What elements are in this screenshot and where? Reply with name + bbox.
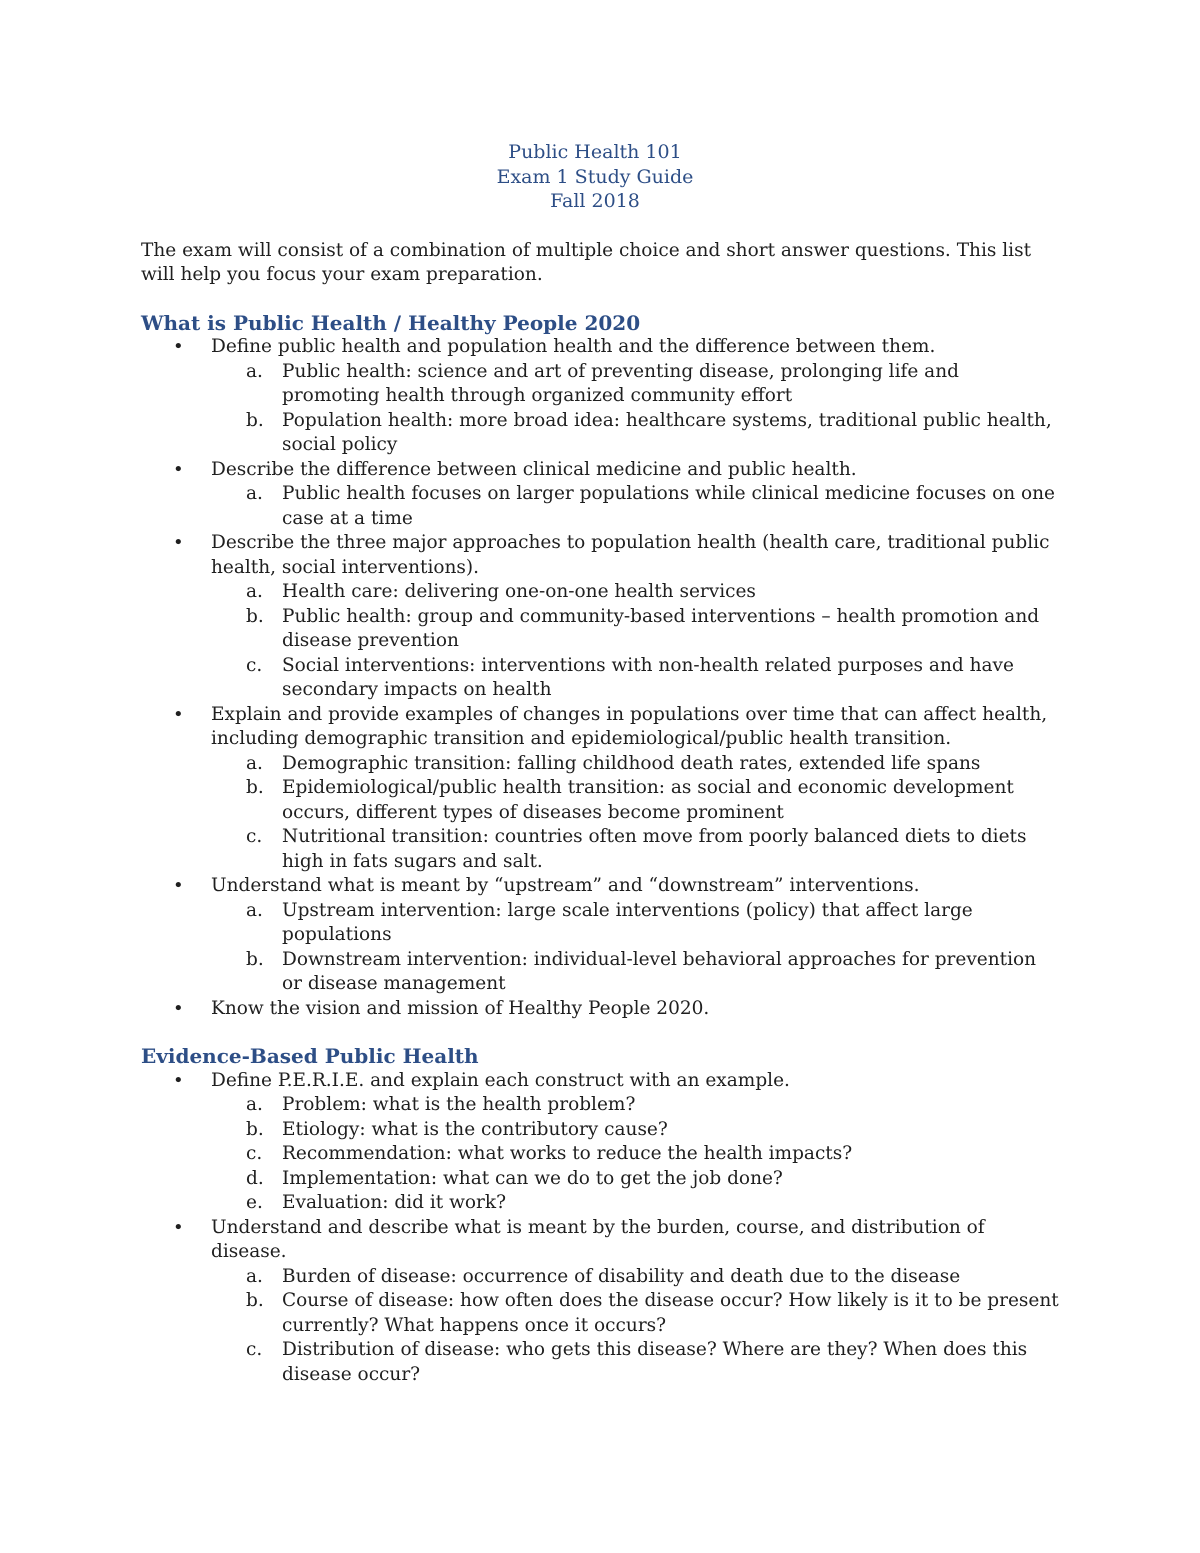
sub-list: [141, 1265, 1061, 1388]
topic-text: Understand what is meant by “upstream” and “downstream” interventions.: [211, 875, 920, 896]
sub-item-text: Health care: delivering one-on-one health services: [282, 581, 756, 602]
sub-item: [141, 1118, 1061, 1143]
sub-item-text: Recommendation: what works to reduce the health impacts?: [282, 1143, 853, 1164]
sub-list: [141, 482, 1061, 531]
bullet-icon: •: [173, 1216, 184, 1238]
term-title: Fall 2018: [550, 190, 640, 212]
topic-text: Define P.E.R.I.E. and explain each construct with an example.: [211, 1069, 790, 1091]
sub-item-marker: a.: [246, 1265, 263, 1287]
sub-item: [141, 1142, 1061, 1167]
intro-paragraph: The exam will consist of a combination of multiple choice and short answer questions. This list will help you focus your exam preparation.: [141, 239, 1032, 285]
sections-container: [141, 311, 1061, 1388]
sub-item-marker: a.: [246, 1094, 263, 1115]
sub-item-marker: a.: [246, 360, 263, 382]
sub-item-text: Course of disease: how often does the disease occur? How likely is it to be present currently? What happens once it occurs?: [282, 1290, 1059, 1336]
bullet-icon: •: [173, 1069, 184, 1091]
sub-item-text: Etiology: what is the contributory cause?: [282, 1118, 668, 1140]
sub-item-marker: a.: [246, 899, 263, 921]
sub-item-text: Epidemiological/public health transition: as social and economic development occurs, different types of diseases become prominent: [282, 777, 1014, 823]
sub-item-marker: e.: [246, 1192, 263, 1213]
sub-item-text: Evaluation: did it work?: [282, 1192, 507, 1213]
sub-item-text: Public health: group and community-based interventions – health promotion and disease prevention: [282, 605, 1040, 651]
topic-item: [141, 874, 1061, 997]
sub-item: [141, 1265, 1061, 1290]
sub-item-text: Distribution of disease: who gets this disease? Where are they? When does this disease occur?: [282, 1339, 1028, 1385]
sub-item: [141, 899, 1061, 948]
sub-item: [141, 825, 1061, 874]
sub-item: [141, 605, 1061, 654]
sub-item-marker: b.: [246, 1290, 264, 1311]
topic-text: Explain and provide examples of changes in populations over time that can affect health, including demographic transition and epidemiological/public health transition.: [211, 703, 1048, 749]
sub-item: [141, 654, 1061, 703]
sub-item-text: Implementation: what can we do to get the job done?: [282, 1167, 783, 1189]
topic-list: [141, 1069, 1061, 1388]
section-heading: Evidence-Based Public Health: [141, 1044, 479, 1068]
sub-item-marker: a.: [246, 581, 263, 602]
sub-item-text: Public health: science and art of preventing disease, prolonging life and promoting health through organized community effort: [282, 360, 959, 406]
sub-list: [141, 752, 1061, 875]
bullet-icon: •: [173, 703, 184, 725]
topic-item: [141, 458, 1061, 532]
sub-item-text: Upstream intervention: large scale interventions (policy) that affect large populations: [282, 899, 973, 945]
sub-list: [141, 580, 1061, 703]
sub-item-marker: b.: [246, 409, 264, 431]
sub-item-marker: c.: [246, 826, 263, 847]
sub-item-marker: b.: [246, 605, 264, 627]
bullet-icon: •: [173, 458, 184, 480]
sub-item-marker: b.: [246, 1118, 264, 1140]
sub-list: [141, 1093, 1061, 1216]
bullet-icon: •: [173, 336, 184, 357]
sub-item: [141, 1338, 1061, 1387]
topic-item: [141, 531, 1061, 703]
sub-item: [141, 1191, 1061, 1216]
topic-item: [141, 997, 1061, 1022]
bullet-icon: •: [173, 532, 184, 553]
sub-item-marker: c.: [246, 654, 263, 676]
topic-text: Understand and describe what is meant by the burden, course, and distribution of disease.: [211, 1216, 985, 1262]
bullet-icon: •: [173, 997, 184, 1019]
sub-item: [141, 1093, 1061, 1118]
sub-item-text: Problem: what is the health problem?: [282, 1094, 636, 1115]
topic-item: [141, 1069, 1061, 1216]
sub-item: [141, 409, 1061, 458]
sub-item-text: Downstream intervention: individual-level behavioral approaches for prevention or disease management: [282, 948, 1037, 994]
sub-item-text: Burden of disease: occurrence of disability and death due to the disease: [282, 1265, 961, 1287]
sub-item-text: Social interventions: interventions with non-health related purposes and have secondary impacts on health: [282, 654, 1014, 700]
exam-title: Exam 1 Study Guide: [496, 165, 694, 188]
course-title: Public Health 101: [508, 141, 682, 163]
sub-item: [141, 752, 1061, 777]
sub-item-marker: a.: [246, 752, 263, 774]
topic-text: Know the vision and mission of Healthy People 2020.: [211, 997, 710, 1019]
sub-item-marker: c.: [246, 1339, 263, 1360]
sub-item-marker: b.: [246, 777, 264, 798]
topic-item: [141, 703, 1061, 875]
sub-item: [141, 948, 1061, 997]
sub-list: [141, 899, 1061, 997]
sub-item: [141, 1289, 1061, 1338]
topic-text: Define public health and population health and the difference between them.: [211, 336, 936, 357]
sub-item-marker: b.: [246, 948, 264, 970]
topic-text: Describe the three major approaches to population health (health care, traditional public health, social interventions).: [211, 532, 1050, 578]
sub-item: [141, 482, 1061, 531]
document-header: [129, 140, 1061, 214]
topic-list: [141, 335, 1061, 1021]
sub-item-marker: a.: [246, 483, 263, 504]
sub-list: [141, 360, 1061, 458]
bullet-icon: •: [173, 875, 184, 896]
sub-item-text: Public health focuses on larger populations while clinical medicine focuses on one case at a time: [282, 483, 1056, 529]
sub-item-text: Nutritional transition: countries often move from poorly balanced diets to diets high in fats sugars and salt.: [282, 826, 1027, 872]
sub-item-marker: d.: [246, 1167, 264, 1189]
sub-item-text: Demographic transition: falling childhood death rates, extended life spans: [282, 752, 981, 774]
topic-item: [141, 335, 1061, 458]
topic-item: [141, 1216, 1061, 1388]
topic-text: Describe the difference between clinical medicine and public health.: [211, 458, 857, 480]
sub-item: [141, 580, 1061, 605]
sub-item: [141, 360, 1061, 409]
sub-item: [141, 1167, 1061, 1192]
sub-item-marker: c.: [246, 1143, 263, 1164]
section-heading: What is Public Health / Healthy People 2020: [141, 310, 641, 335]
sub-item-text: Population health: more broad idea: healthcare systems, traditional public health, social policy: [282, 409, 1052, 455]
sub-item: [141, 776, 1061, 825]
document-page: [141, 140, 1061, 1387]
